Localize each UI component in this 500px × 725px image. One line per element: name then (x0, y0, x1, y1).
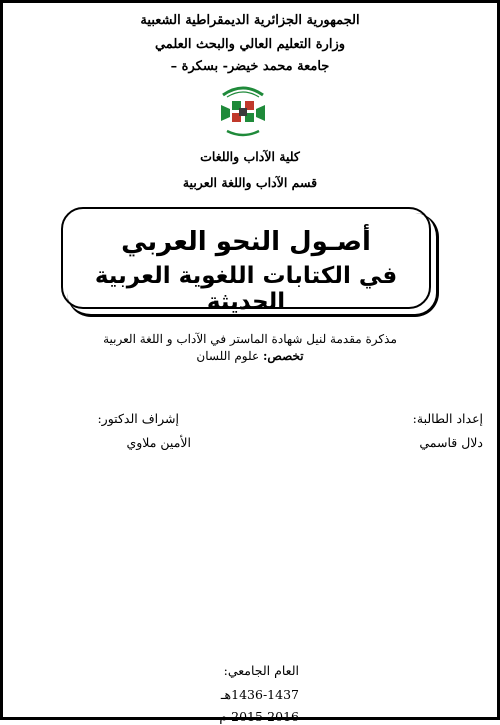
student-name: دلال قاسمي (419, 435, 483, 450)
academic-year-label: العام الجامعي: (223, 663, 299, 678)
university-name: جامعة محمد خيضر- بسكرة – (170, 59, 330, 74)
supervisor-label: إشراف الدكتور: (97, 411, 179, 426)
specialization-line (3, 349, 497, 363)
thesis-title-frame (61, 207, 431, 315)
supervisor-name: الأمين ملاوي (126, 435, 191, 450)
specialization-value: علوم اللسان (196, 349, 263, 363)
university-logo-icon (215, 83, 271, 141)
republic-name: الجمهورية الجزائرية الديمقراطية الشعبية (140, 13, 360, 28)
ministry-name: وزارة التعليم العالي والبحث العلمي (154, 37, 346, 52)
thesis-title-line-1: أصـول النحو العربي (121, 227, 371, 257)
thesis-title-line-2: في الكتابات اللغوية العربية الحديثة (94, 263, 398, 315)
academic-year-hijri: 1436-1437هـ (220, 687, 299, 702)
department-name: قسم الآداب واللغة العربية (182, 175, 318, 190)
faculty-name: كلية الآداب واللغات (200, 149, 300, 164)
memo-statement: مذكرة مقدمة لنيل شهادة الماستر في الآداب و اللغة العربية (103, 332, 397, 346)
specialization-label: تخصص: (262, 349, 304, 363)
student-label: إعداد الطالبة: (412, 411, 483, 426)
academic-year-gregorian: 2015-2016 م (219, 709, 299, 724)
